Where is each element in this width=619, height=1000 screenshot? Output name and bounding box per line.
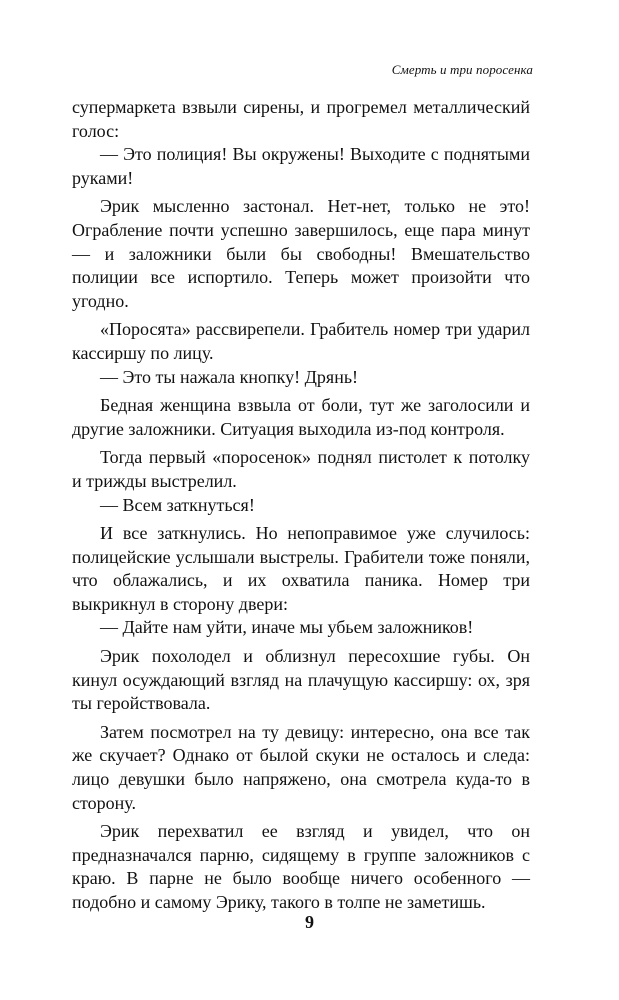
paragraph-7: Тогда первый «поросенок» поднял пистолет к потолку и трижды выстрелил.	[72, 447, 530, 491]
running-head: Смерть и три поросенка	[391, 62, 533, 77]
paragraph-5: — Это ты нажала кнопку! Дрянь!	[100, 366, 359, 387]
paragraph-6: Бедная женщина взвыла от боли, тут же заголосили и другие заложники. Ситуация выходила из-под контроля.	[72, 395, 530, 439]
page-number: 9	[305, 912, 314, 932]
paragraph-2: — Это полиция! Вы окружены! Выходите с поднятыми руками!	[72, 144, 530, 188]
paragraph-12: Затем посмотрел на ту девицу: интересно, она все так же скучает? Однако от былой скуки не осталось и следа: лицо девушки было напряжено, она смотрела куда-то в сторону.	[72, 721, 530, 813]
paragraph-1: супермаркета взвыли сирены, и прогремел металлический голос:	[72, 97, 530, 141]
paragraph-11: Эрик похолодел и облизнул пересохшие губы. Он кинул осуждающий взгляд на плачущую кассиршу: ох, зря ты геройствовала.	[72, 646, 530, 714]
paragraph-13: Эрик перехватил ее взгляд и увидел, что он предназначался парню, сидящему в группе заложников с краю. В парне не было вообще ничего особенного — подобно и самому Эрику, такого в толпе не заметишь.	[72, 821, 530, 912]
paragraph-8: — Всем заткнуться!	[100, 494, 255, 515]
paragraph-4: «Поросята» рассвирепели. Грабитель номер три ударил кассиршу по лицу.	[72, 319, 530, 363]
body-text	[72, 96, 530, 915]
paragraph-3: Эрик мысленно застонал. Нет-нет, только не это! Ограбление почти успешно завершилось, еще пара минут — и заложники были бы свободны! Вмешательство полиции все испортило. Теперь может произойти что угодно.	[72, 196, 530, 311]
paragraph-10: — Дайте нам уйти, иначе мы убьем заложников!	[100, 617, 474, 638]
paragraph-9: И все заткнулись. Но непоправимое уже случилось: полицейские услышали выстрелы. Грабители тоже поняли, что облажались, и их охватила паника. Номер три выкрикнул в сторону двери:	[72, 523, 530, 614]
